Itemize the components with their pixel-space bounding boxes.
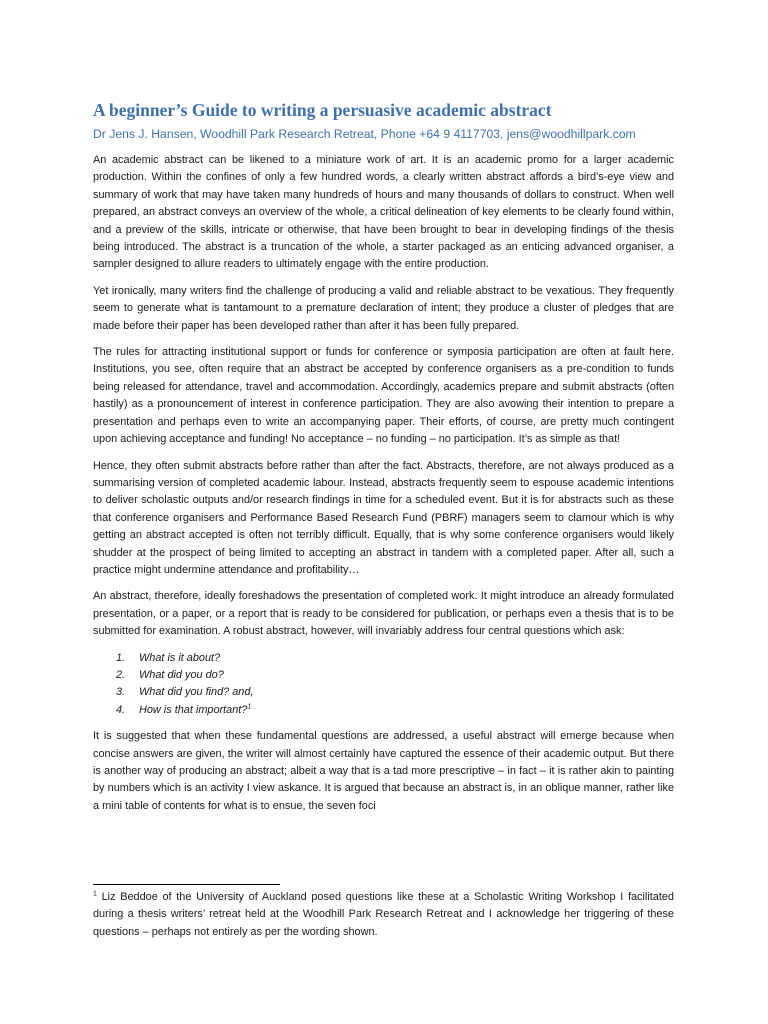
list-item-text: What is it about? [139, 651, 221, 664]
document-title: A beginner’s Guide to writing a persuasive academic abstract [93, 100, 552, 120]
paragraph-3: The rules for attracting institutional support or funds for conference or symposia participation are often at fault here. Institutions, you see, often require that an abstract be accepted by conference organisers as a pre-condition to funds being released for attendance, travel and accommodation. Accordingly, academics prepare and submit abstracts (often hastily) as a pronouncement of interest in conference participation. They are also avowing their intention to prepare a presentation and perhaps even to write an accompanying paper. Their efforts, of course, are pretty much contingent upon achieving acceptance and funding! No acceptance – no funding – no participation. It’s as simple as that! [93, 346, 674, 446]
paragraph-4: Hence, they often submit abstracts before rather than after the fact. Abstracts, therefore, are not always produced as a summarising version of completed academic labour. Instead, abstracts frequently seem to espouse academic intentions to deliver scholastic outputs and/or research findings in time for a scheduled event. But it is for abstracts such as these that conference organisers and Performance Based Research Fund (PBRF) managers seem to clamour which is why getting an abstract accepted is often not terribly difficult. Equally, that is why some conference organisers would likely shudder at the prospect of being limited to accepting an abstract in tandem with a completed paper. After all, such a practice might undermine attendance and profitability… [93, 459, 674, 576]
list-item-text: What did you find? and, [139, 686, 254, 699]
footnote [93, 889, 674, 941]
list-item [93, 702, 674, 719]
list-number: 1. [116, 651, 126, 664]
footnote-marker: 1 [93, 890, 97, 898]
list-item [93, 650, 674, 667]
list-number: 4. [116, 703, 126, 716]
questions-list [93, 650, 674, 720]
list-item-text: How is that important? [139, 703, 248, 716]
footnote-divider [93, 884, 280, 885]
list-number: 2. [116, 668, 126, 681]
author-line: Dr Jens J. Hansen, Woodhill Park Research Retreat, Phone +64 9 4117703, jens@woodhillpark.com [93, 127, 636, 141]
footnote-reference[interactable]: 1 [247, 703, 252, 711]
list-number: 3. [116, 686, 126, 699]
paragraph-1: An academic abstract can be likened to a miniature work of art. It is an academic promo for a larger academic production. Within the confines of only a few hundred words, a clearly written abstract affords a bird’s-eye view and summary of work that may have taken many hundreds of hours and many thousands of dollars to construct. When well prepared, an abstract conveys an overview of the whole, a critical delineation of key elements to be clearly found within, and a preview of the skills, intricate or otherwise, that have been brought to bear in developing findings of the thesis being introduced. The abstract is a truncation of the whole, a starter packaged as an enticing advanced organiser, a sampler designed to allure readers to ultimately engage with the entire production. [93, 154, 674, 271]
list-item [93, 667, 674, 684]
paragraph-5: An abstract, therefore, ideally foreshadows the presentation of completed work. It might introduce an already formulated presentation, or a paper, or a report that is ready to be considered for publication, or perhaps even a thesis that is to be submitted for examination. A robust abstract, however, will invariably address four central questions which ask: [93, 590, 674, 638]
footnote-text: Liz Beddoe of the University of Auckland posed questions like these at a Scholastic Writing Workshop I facilitated during a thesis writers’ retreat held at the Woodhill Park Research Retreat and I acknowledge her triggering of these questions – perhaps not entirely as per the wording shown. [93, 891, 674, 938]
paragraph-2: Yet ironically, many writers find the challenge of producing a valid and reliable abstract to be vexatious. They frequently seem to generate what is tantamount to a premature declaration of intent; they produce a cluster of pledges that are made before their paper has been developed rather than after it has been fully prepared. [93, 284, 674, 332]
paragraph-6: It is suggested that when these fundamental questions are addressed, a useful abstract will emerge because when concise answers are given, the writer will almost certainly have captured the essence of their academic output. But there is another way of producing an abstract; albeit a way that is a tad more prescriptive – in fact – it is rather akin to painting by numbers which is an activity I view askance. It is argued that because an abstract is, in an oblique manner, rather like a mini table of contents for what is to ensue, the seven foci [93, 730, 674, 812]
list-item [93, 684, 674, 701]
document-body [93, 152, 674, 824]
list-item-text: What did you do? [139, 668, 224, 681]
